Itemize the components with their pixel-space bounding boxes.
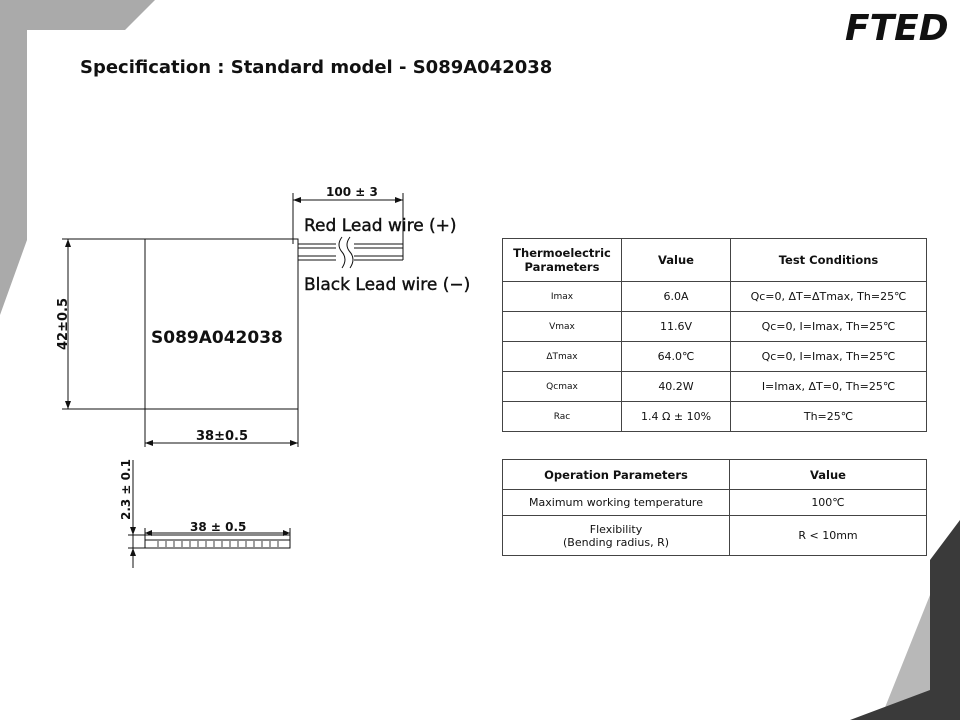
col-header: Value [730,460,927,490]
table-header-row [503,460,927,490]
thermoelectric-table [502,238,927,432]
table-header-row [503,239,927,282]
param-cell [503,516,730,556]
cond-cell: Th=25℃ [731,402,927,432]
table-row [503,372,927,402]
col-header: Test Conditions [731,239,927,282]
table-row [503,282,927,312]
param-cell: ΔTmax [503,342,622,372]
param-cell: Qcmax [503,372,622,402]
param-cell: Imax [503,282,622,312]
side-width-dim-label: 38 ± 0.5 [190,520,247,534]
value-cell: 11.6V [622,312,731,342]
wire-length-label: 100 ± 3 [326,185,378,199]
table-row [503,312,927,342]
height-dim-label: 42±0.5 [56,297,71,350]
table-row [503,516,927,556]
technical-drawing [0,0,500,600]
side-profile [145,540,290,548]
module-body [145,239,298,409]
param-cell: Maximum working temperature [503,490,730,516]
col-header: Value [622,239,731,282]
param-cell: Rac [503,402,622,432]
value-cell: 40.2W [622,372,731,402]
width-dim-label: 38±0.5 [196,429,249,444]
thickness-dim-label: 2.3 ± 0.1 [119,459,133,520]
fted-logo [843,6,953,46]
side-pellets [158,541,278,547]
col-header: Operation Parameters [503,460,730,490]
table-row [503,342,927,372]
param-cell: Vmax [503,312,622,342]
page-title: Specification : Standard model - S089A042038 [80,57,553,78]
operation-table [502,459,927,556]
cond-cell: I=Imax, ΔT=0, Th=25℃ [731,372,927,402]
param-line: Flexibility [589,522,643,536]
table-row [503,490,927,516]
black-wire-label: Black Lead wire (−) [304,275,471,295]
value-cell: R < 10mm [730,516,927,556]
cond-cell: Qc=0, I=Imax, Th=25℃ [731,312,927,342]
logo-text: FTED [845,8,949,46]
cond-cell: Qc=0, I=Imax, Th=25℃ [731,342,927,372]
value-cell: 64.0℃ [622,342,731,372]
col-header: Thermoelectric Parameters [503,239,622,282]
value-cell: 100℃ [730,490,927,516]
table-row [503,402,927,432]
value-cell: 1.4 Ω ± 10% [622,402,731,432]
model-label: S089A042038 [151,328,283,348]
value-cell: 6.0A [622,282,731,312]
param-line-sub: (Bending radius, R) [563,535,669,549]
red-wire-label: Red Lead wire (+) [304,216,457,236]
cond-cell: Qc=0, ΔT=ΔTmax, Th=25℃ [731,282,927,312]
